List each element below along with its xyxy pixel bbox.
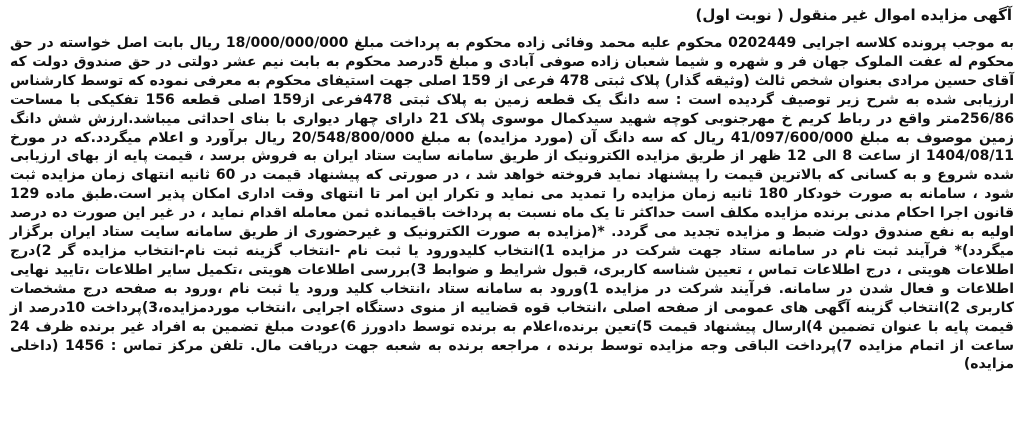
notice-body: به موجب پرونده کلاسه اجرایی 0202449 محکوم علیه محمد وفائی زاده محکوم به پرداخت مبلغ 18/000/000/000 ریال بابت اصل خواسته در حق محکوم له عفت الملوک جهان فر و شهره و شیما شعبان زاده صوفی آبادی و مبلغ 5درصد محکوم به بابت نیم عشر دولتی در حق صندوق دولت که آقای حسین مرادی بعنوان شخص ثالث (وثیقه گذار) پلاک ثبتی 478 فرعی از 159 اصلی جهت استیفای محکوم به معرفی نموده که توسط کارشناس ارزیابی شده به شرح زیر توصیف گردیده است : سه دانگ یک قطعه زمین به پلاک ثبتی 478فرعی از159 اصلی قطعه 156 تفکیکی با مساحت 256/86متر واقع در رباط کریم خ مهرجنوبی کوچه شهید سیدکمال موسوی پلاک 21 دارای چهار دیواری با بنای احداثی میباشد.ارزش شش دانگ زمین موصوف به مبلغ 41/097/600/000 ریال که سه دانگ آن (مورد مزایده) به مبلغ 20/548/800/000 ریال برآورد و اعلام میگردد.که در مورخ 1404/08/11 از ساعت 8 الی 12 ظهر از طریق مزایده الکترونیک از طریق سامانه سایت ستاد ایران به فروش برسد ، قیمت پایه از بهای ارزیابی شده شروع و به کسانی که بالاترین قیمت را پیشنهاد نماید فروخته خواهد شد ، در صورتی که پیشنهاد قیمت در 60 ثانیه انتهای زمان مزایده ثبت شود ، سامانه به صورت خودکار 180 ثانیه زمان مزایده را تمدید می نماید و تکرار این امر تا انتهای وقت اداری امکان پذیر است.طبق ماده 129 قانون اجرا احکام مدنی برنده مزایده مکلف است حداکثر تا یک ماه نسبت به پرداخت باقیمانده ثمن معامله اقدام نماید ، در غیر این صورت ده درصد اولیه به نفع صندوق دولت ضبط و مزایده تجدید می گردد. *(مزایده به صورت الکترونیک و غیرحضوری از طریق سامانه سایت ستاد ایران برگزار میگردد)* فرآیند ثبت نام در سامانه ستاد جهت شرکت در مزایده 1)انتخاب کلیدورود یا ثبت نام -انتخاب گزینه ثبت نام-انتخاب مزایده گر 2)درج اطلاعات هویتی ، درج اطلاعات تماس ، تعیین شناسه کاربری، قبول شرایط و ضوابط 3)بررسی اطلاعات هویتی ،تکمیل سایر اطلاعات ،تایید نهایی اطلاعات و فعال شدن در سامانه. فرآیند شرکت در مزایده 1)ورود به سامانه ستاد ،انتخاب کلید ورود یا ثبت نام ،ورود به صفحه درج مشخصات کاربری 2)انتخاب گزینه آگهی های عمومی از صفحه اصلی ،انتخاب قوه قضاییه از منوی دستگاه اجرایی ،انتخاب موردمزایده،3)پرداخت 10درصد از قیمت پایه با عنوان تضمین 4)ارسال پیشنهاد قیمت 5)تعین برنده،اعلام به برنده توسط دادورز 6)عودت مبلغ تضمین به افراد غیر برنده ظرف 24 ساعت از اتمام مزایده 7)پرداخت الباقی وجه مزایده توسط برنده ، مراجعه برنده به شعبه جهت دریافت مال. تلفن مرکز تماس : 1456 (داخلی مزایده): [10, 35, 1015, 373]
auction-notice: [10, 4, 1014, 374]
notice-title: آگهی مزایده اموال غیر منقول ( نوبت اول): [695, 6, 1012, 24]
